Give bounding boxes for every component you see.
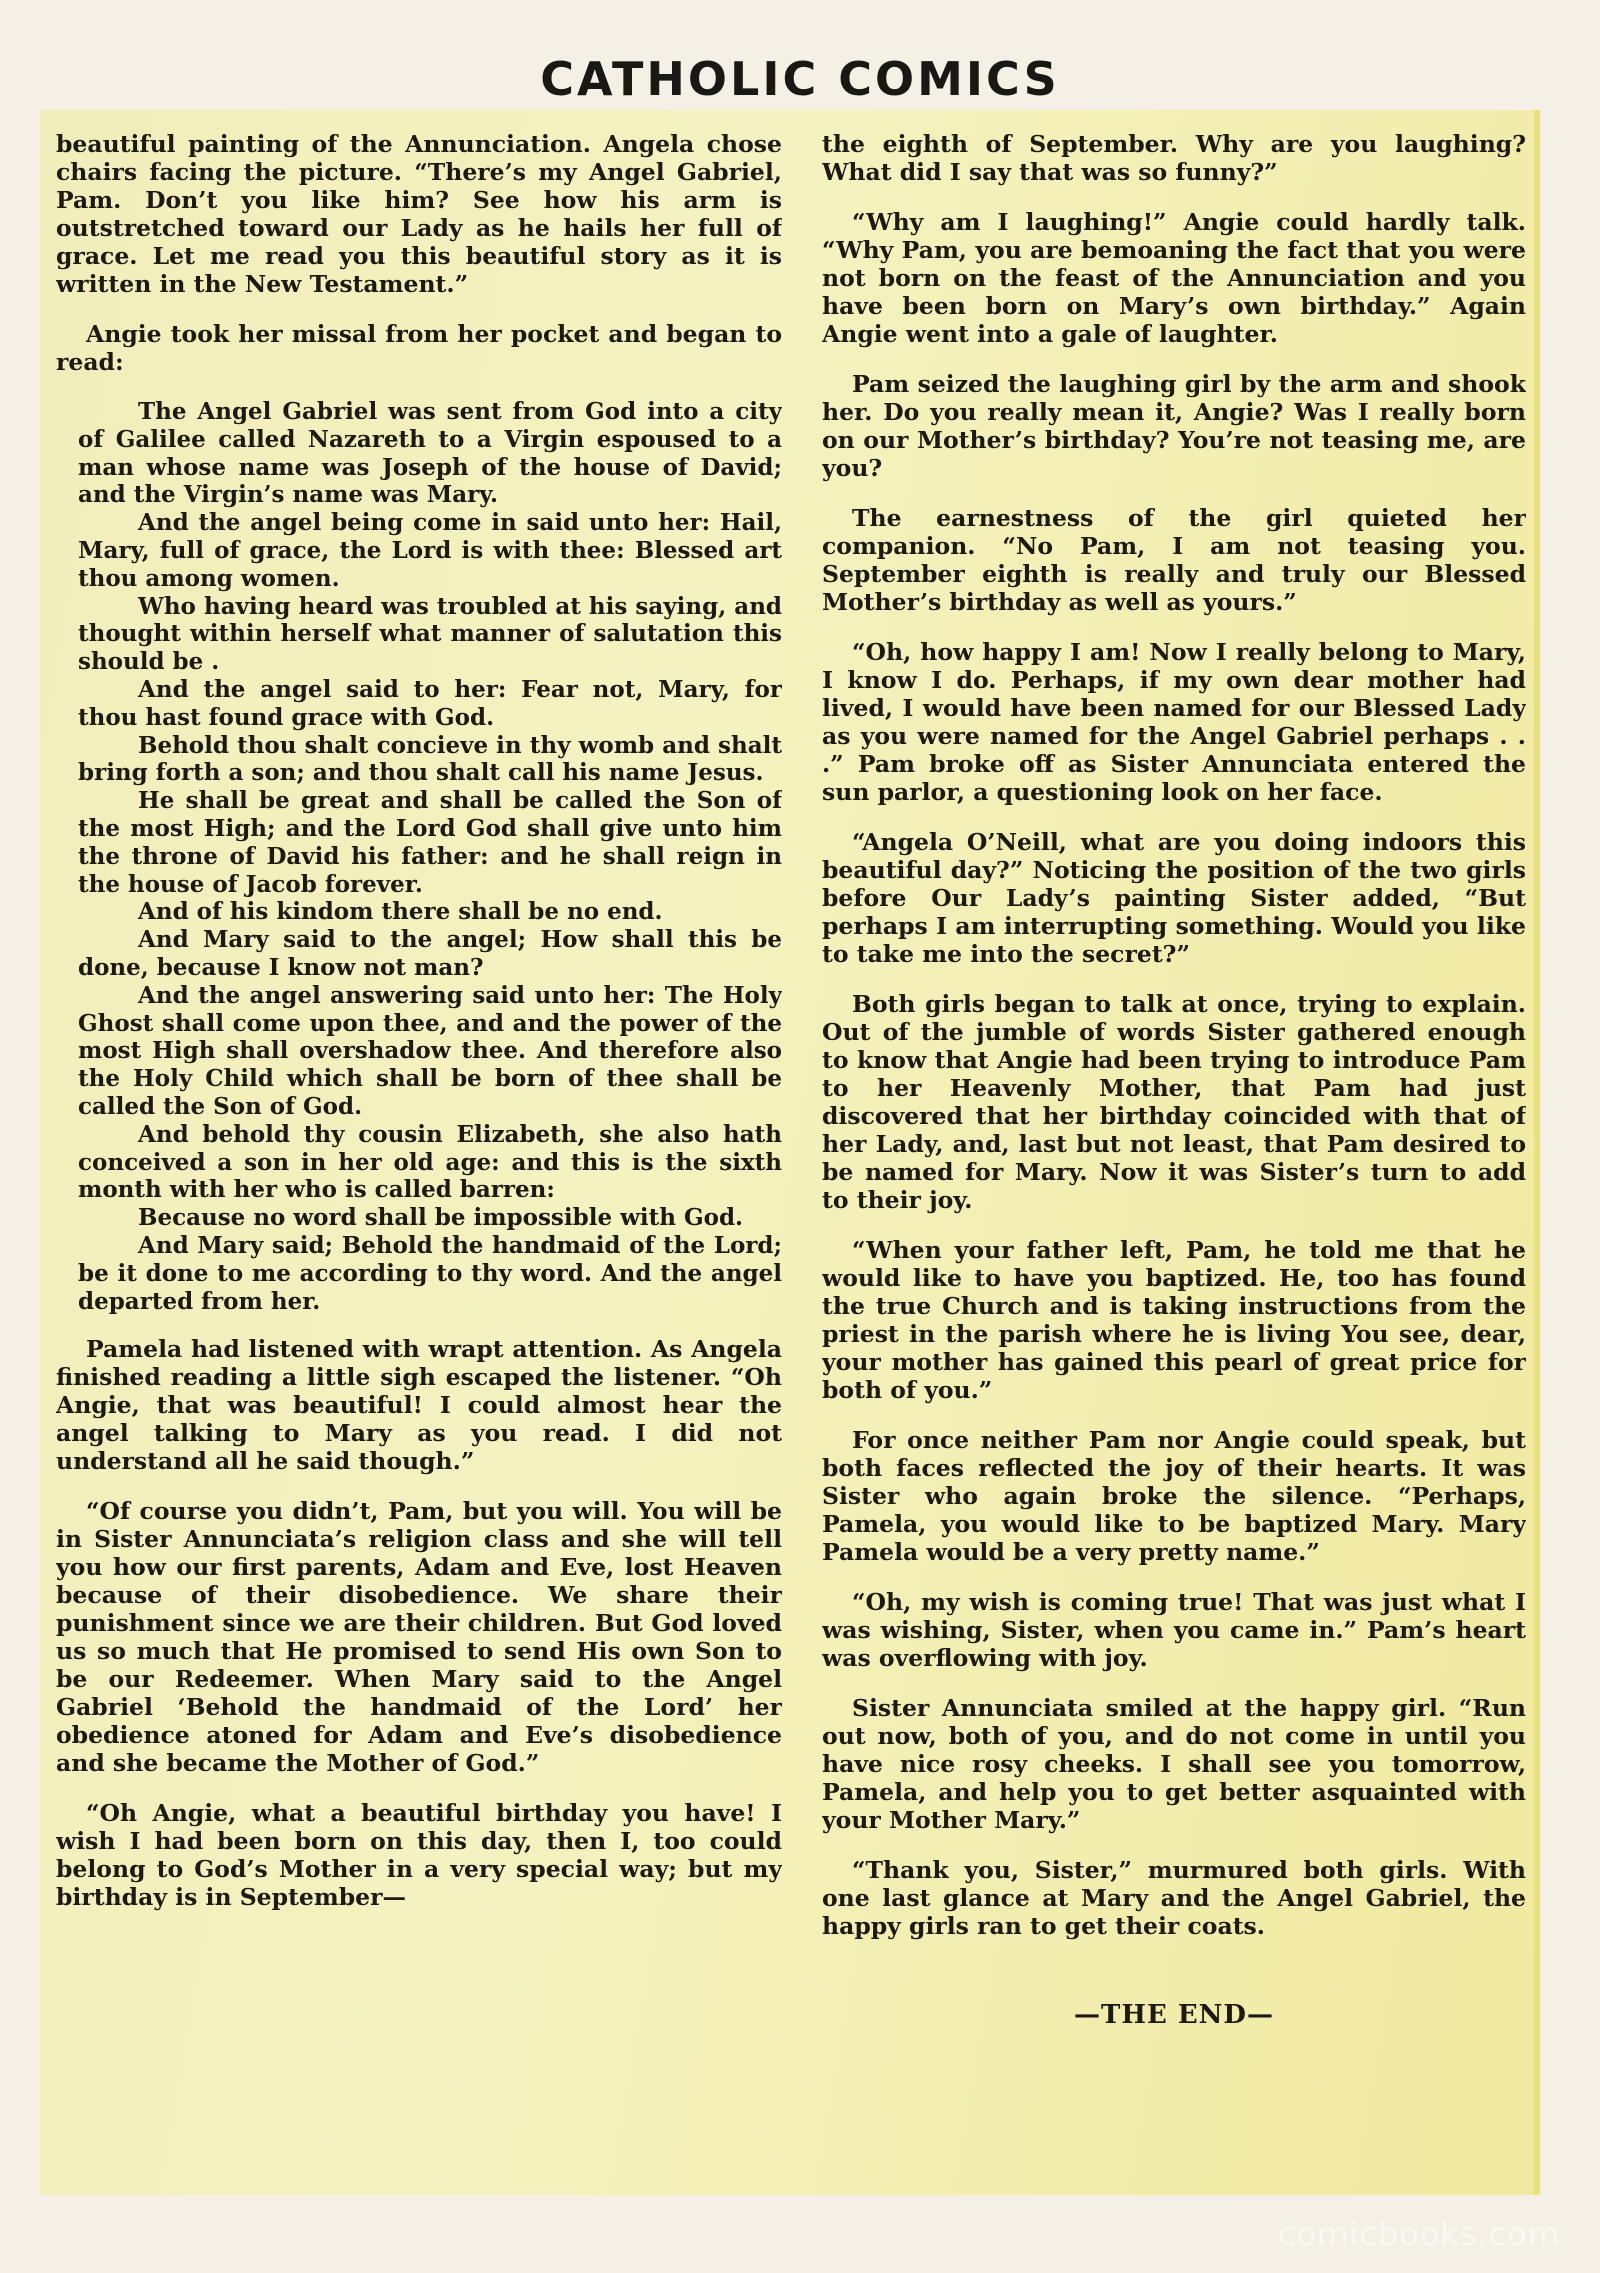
scripture-verse: Who having heard was troubled at his saying, and thought within herself what manner of salutation this should be . [78, 592, 782, 676]
scripture-verse: And Mary said; Behold the handmaid of the Lord; be it done to me according to thy word. And the angel departed from her. [78, 1231, 782, 1315]
scripture-verse: The Angel Gabriel was sent from God into a city of Galilee called Nazareth to a Virgin espoused to a man whose name was Joseph of the house of David; and the Virgin’s name was Mary. [78, 398, 782, 509]
right-paragraph-6: “Angela O’Neill, what are you doing indoors this beautiful day?” Noticing the position of the two girls before Our Lady’s painting Sister added, “But perhaps I am interrupting something. Would you like to take me into the secret?” [822, 828, 1526, 968]
scripture-passage [78, 398, 782, 1315]
scripture-verse: And the angel being come in said unto her: Hail, Mary, full of grace, the Lord is with thee: Blessed art thou among women. [78, 509, 782, 592]
page-title: CATHOLIC COMICS [540, 52, 1060, 106]
right-paragraph-10: “Oh, my wish is coming true! That was just what I was wishing, Sister, when you came in.” Pam’s heart was overflowing with joy. [822, 1588, 1526, 1672]
scripture-verse: And the angel answering said unto her: The Holy Ghost shall come upon thee, and and the power of the most High shall overshadow thee. And therefore also the Holy Child which shall be born of thee shall be called the Son of God. [78, 981, 782, 1120]
scripture-verse: And the angel said to her: Fear not, Mary, for thou hast found grace with God. [78, 675, 782, 731]
right-paragraph-2: “Why am I laughing!” Angie could hardly talk. “Why Pam, you are bemoaning the fact that you were not born on the feast of the Annunciation and you have been born on Mary’s own birthday.” Again Angie went into a gale of laughter. [822, 208, 1526, 348]
right-paragraph-12: “Thank you, Sister,” murmured both girls. With one last glance at Mary and the Angel Gabriel, the happy girls ran to get their coats. [822, 1856, 1526, 1940]
right-paragraph-4: The earnestness of the girl quieted her companion. “No Pam, I am not teasing you. September eighth is really and truly our Blessed Mother’s birthday as well as yours.” [822, 504, 1526, 616]
left-paragraph-5: “Oh Angie, what a beautiful birthday you have! I wish I had been born on this day, then I, too could belong to God’s Mother in a very special way; but my birthday is in September— [56, 1799, 782, 1912]
left-paragraph-3: Pamela had listened with wrapt attention. As Angela finished reading a little sigh escaped the listener. “Oh Angie, that was beautiful! I could almost hear the angel talking to Mary as you read. I did not understand all he said though.” [56, 1335, 782, 1476]
left-paragraph-2: Angie took her missal from her pocket and began to read: [56, 320, 782, 376]
left-paragraph-4: “Of course you didn’t, Pam, but you will. You will be in Sister Annunciata’s religion class and she will tell you how our first parents, Adam and Eve, lost Heaven because of their disobedience. We share their punishment since we are their children. But God loved us so much that He promised to send His own Son to be our Redeemer. When Mary said to the Angel Gabriel ‘Behold the handmaid of the Lord’ her obedience atoned for Adam and Eve’s disobedience and she became the Mother of God.” [56, 1497, 782, 1778]
right-paragraph-7: Both girls began to talk at once, trying to explain. Out of the jumble of words Sister gathered enough to know that Angie had been trying to introduce Pam to her Heavenly Mother, that Pam had just discovered that her birthday coincided with that of her Lady, and, last but not least, that Pam desired to be named for Mary. Now it was Sister’s turn to add to their joy. [822, 990, 1526, 1214]
scripture-verse: Behold thou shalt concieve in thy womb and shalt bring forth a son; and thou shalt call his name Jesus. [78, 731, 782, 787]
scripture-verse: And of his kindom there shall be no end. [138, 898, 663, 926]
text-panel [40, 110, 1540, 2195]
right-paragraph-9: For once neither Pam nor Angie could speak, but both faces reflected the joy of their hearts. It was Sister who again broke the silence. “Perhaps, Pamela, you would like to be baptized Mary. Mary Pamela would be a very pretty name.” [822, 1426, 1526, 1566]
left-paragraph-1: beautiful painting of the Annunciation. Angela chose chairs facing the picture. “There’s my Angel Gabriel, Pam. Don’t you like him? See how his arm is outstretched toward our Lady as he hails her full of grace. Let me read you this beautiful story as it is written in the New Testament.” [56, 130, 782, 298]
the-end-label: —THE END— [1074, 2000, 1274, 2030]
scripture-verse: He shall be great and shall be called the Son of the most High; and the Lord God shall give unto him the throne of David his father: and he shall reign in the house of Jacob forever. [78, 787, 782, 898]
right-paragraph-3: Pam seized the laughing girl by the arm and shook her. Do you really mean it, Angie? Was I really born on our Mother’s birthday? You’re not teasing me, are you? [822, 370, 1526, 482]
watermark: comicbooks.com [1277, 2215, 1560, 2253]
right-paragraph-11: Sister Annunciata smiled at the happy girl. “Run out now, both of you, and do not come in until you have nice rosy cheeks. I shall see you tomorrow, Pamela, and help you to get better asquainted with your Mother Mary.” [822, 1694, 1526, 1834]
left-column [56, 130, 782, 2175]
right-paragraph-8: “When your father left, Pam, he told me that he would like to have you baptized. He, too has found the true Church and is taking instructions from the priest in the parish where he is living You see, dear, your mother has gained this pearl of great price for both of you.” [822, 1236, 1526, 1404]
scripture-verse: Because no word shall be impossible with God. [138, 1204, 744, 1232]
right-column [822, 130, 1526, 2175]
scripture-verse: And Mary said to the angel; How shall this be done, because I know not man? [78, 926, 782, 981]
right-paragraph-1: the eighth of September. Why are you laughing? What did I say that was so funny?” [822, 130, 1526, 186]
right-paragraph-5: “Oh, how happy I am! Now I really belong to Mary, I know I do. Perhaps, if my own dear mother had lived, I would have been named for our Blessed Lady as you were named for the Angel Gabriel perhaps . . .” Pam broke off as Sister Annunciata entered the sun parlor, a questioning look on her face. [822, 638, 1526, 806]
scripture-verse: And behold thy cousin Elizabeth, she also hath conceived a son in her old age: and this is the sixth month with her who is called barren: [78, 1120, 782, 1204]
